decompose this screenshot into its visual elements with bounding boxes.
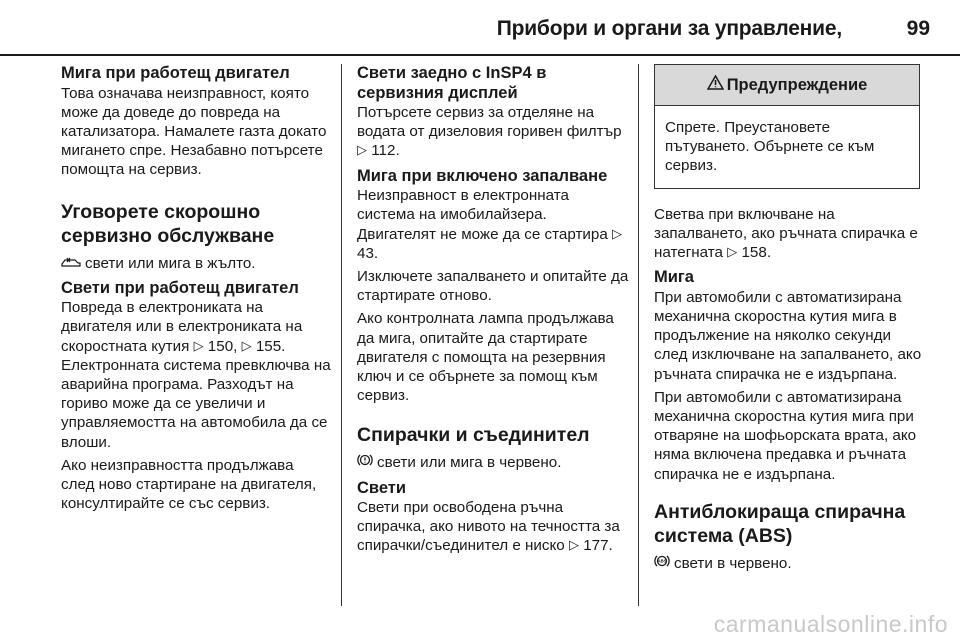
warning-text: Спрете. Преустановете пътуването. Обърнете се към сервиз. — [665, 119, 875, 175]
paragraph-lit-running-b: Електронната система превключва на аварийна програма. Разходът на гориво може да се увеличи и управляемостта на автомобила да се влоши. — [61, 356, 331, 451]
page-ref-158[interactable]: 158. — [741, 244, 772, 262]
heading-insp4: Свети заедно с InSP4 в сервизния дисплей — [357, 64, 547, 102]
paragraph-handbrake — [654, 205, 926, 263]
insp4-text: Потърсете сервиз за отделяне на водата от дизеловия горивен филтър — [357, 104, 622, 141]
paragraph-lit-running-c: Ако неизправността продължава след ново стартиране на двигателя, консултирайте се със сервиз. — [61, 456, 317, 513]
paragraph-blinks-b: При автомобили с автоматизирана механична скоростна кутия мига при отваряне на шофьорската врата, ако няма включена предавка и ръчната спирачка не е издърпана. — [654, 388, 917, 483]
column-3 — [654, 64, 926, 573]
paragraph-blink-running: Това означава неизправност, която може да доведе до повреда на катализатора. Намалете газта докато мигането спре. Незабавно потърсете помощта на сервиз. — [61, 84, 327, 179]
paragraph-ignition-a — [357, 186, 629, 263]
heading-blink-running: Мига при работещ двигател — [61, 64, 290, 82]
ignition-text-a: Неизправност в електронната система на имобилайзера. Двигателят не може да се стартира — [357, 187, 608, 243]
paragraph-service-soon — [61, 254, 331, 273]
paragraph-ignition-b: Изключете запалването и опитайте да стартирате отново. — [357, 267, 629, 305]
heading-service-soon: Уговорете скорошно сервизно обслужване — [61, 200, 275, 247]
wrench-car-icon — [61, 254, 81, 273]
reference-arrow-icon: ▷ — [357, 142, 367, 158]
handbrake-text: Светва при включване на запалването, ако ръчната спирачка е натегната — [654, 205, 918, 262]
reference-arrow-icon: ▷ — [568, 537, 579, 553]
lit-running-text-a: Повреда в електрониката на двигателя или в електрониката на скоростната кутия — [61, 299, 303, 355]
paragraph-lit-running-a: Повреда в електрониката на двигателя или в електрониката на скоростната кутия ▷ 150, ▷ 155. — [61, 299, 303, 355]
heading-brakes-clutch: Спирачки и съединител — [357, 424, 590, 447]
heading-blinks: Мига — [654, 268, 694, 287]
service-soon-text: свети или мига в жълто. — [85, 254, 256, 272]
page-number: 99 — [906, 17, 930, 40]
heading-abs: Антиблокираща спирачна система (ABS) — [654, 500, 906, 547]
reference-arrow-icon: ▷ — [241, 337, 252, 353]
lit-text: Свети при освободена ръчна спирачка, ако нивото на течността за спирачки/съединител е ниско — [357, 499, 620, 555]
warning-box — [654, 64, 920, 189]
paragraph-abs — [654, 554, 926, 573]
svg-text:ABS: ABS — [657, 558, 667, 564]
brake-warning-icon — [357, 453, 373, 472]
abs-warning-icon — [654, 554, 670, 573]
brakes-text: свети или мига в червено. — [377, 454, 562, 472]
abs-text: свети в червено. — [674, 554, 792, 572]
page-title: Прибори и органи за управление, — [496, 17, 842, 40]
column-2 — [357, 64, 629, 556]
watermark: carmanualsonline.info — [713, 611, 948, 637]
reference-arrow-icon: ▷ — [612, 225, 623, 241]
heading-ignition-blink: Мига при включено запалване — [357, 166, 608, 185]
header-divider — [0, 54, 960, 56]
column-divider-2 — [638, 64, 639, 606]
warning-header — [655, 65, 919, 106]
page-header — [0, 0, 960, 46]
reference-arrow-icon: ▷ — [727, 244, 738, 260]
paragraph-brakes — [357, 453, 629, 472]
heading-lit-running: Свети при работещ двигател — [61, 278, 299, 297]
paragraph-ignition-c: Ако контролната лампа продължава да мига, опитайте да стартирате двигателя с помощта на резервния ключ и се обърнете за помощ към сервиз. — [357, 310, 614, 405]
column-1 — [61, 64, 331, 513]
page-ref-150[interactable]: 150 — [207, 337, 234, 355]
warning-title: Предупреждение — [726, 76, 868, 94]
page-ref-155[interactable]: 155. — [255, 337, 286, 355]
paragraph-insp4 — [357, 103, 629, 161]
paragraph-blinks-a: При автомобили с автоматизирана механична скоростна кутия мига в продължение на няколко секунди след изключване на запалването, ако ръчната спирачка не е издърпана. — [654, 288, 922, 383]
page-ref-112[interactable]: 112. — [371, 142, 400, 160]
reference-arrow-icon: ▷ — [193, 337, 204, 353]
warning-triangle-icon — [707, 66, 724, 106]
page-ref-177[interactable]: 177. — [583, 537, 613, 555]
page-ref-43[interactable]: 43. — [357, 244, 379, 262]
paragraph-lit — [357, 498, 629, 556]
column-divider-1 — [341, 64, 342, 606]
heading-lit: Свети — [357, 478, 407, 497]
